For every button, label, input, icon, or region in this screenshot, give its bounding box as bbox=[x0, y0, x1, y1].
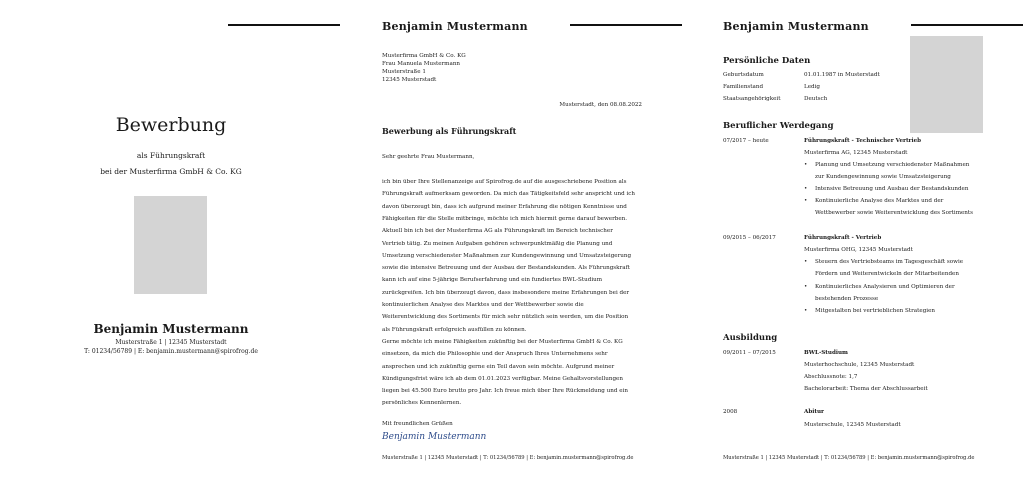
cv-footer: Musterstraße 1 | 12345 Musterstadt | T: 01234/56789 | E: benjamin.mustermann@spirofrog.de bbox=[723, 455, 975, 461]
recipient-line: Musterstraße 1 bbox=[382, 69, 426, 75]
job-company: Musterfirma AG, 12345 Musterstadt bbox=[804, 150, 908, 156]
job-bullet-cont: bestehenden Prozesse bbox=[815, 296, 879, 302]
letter-body-line: Kündigungsfrist wäre ich ab dem 01.01.2023 verfügbar. Meine Gehaltsvorstellungen bbox=[382, 375, 623, 382]
cover-page bbox=[0, 0, 342, 482]
letter-body-line: sowie die intensive Betreuung und der Ausbau der Bestandskunden. Als Führungskraft bbox=[382, 265, 630, 272]
job-bullet-cont: Wettbewerber sowie Weiterentwicklung des Sortiments bbox=[815, 210, 974, 216]
letter-body-line: Vertrieb tätig. Zu meinen Aufgaben gehören schwerpunktmäßig die Planung und bbox=[382, 240, 613, 247]
letter-body-line: als Führungskraft erfolgreich ausfüllen zu können. bbox=[382, 326, 527, 333]
top-rule bbox=[911, 24, 1023, 26]
section-education: Ausbildung bbox=[723, 333, 778, 343]
cover-name: Benjamin Mustermann bbox=[93, 322, 249, 336]
letter-body-line: ansprechen und ich zukünftig gerne ein Teil davon sein möchte. Aufgrund meiner bbox=[382, 363, 615, 370]
photo-placeholder bbox=[134, 196, 207, 294]
cover-title: Bewerbung bbox=[115, 114, 227, 136]
cover-contact: T: 01234/56789 | E: benjamin.mustermann@spirofrog.de bbox=[84, 348, 258, 355]
recipient-line: 12345 Musterstadt bbox=[382, 77, 437, 83]
edu-school: Musterschule, 12345 Musterstadt bbox=[804, 422, 901, 428]
closing: Mit freundlichen Grüßen bbox=[382, 421, 453, 427]
recipient-line: Frau Manuela Mustermann bbox=[382, 61, 461, 67]
job-title: Führungskraft - Technischer Vertrieb bbox=[804, 138, 922, 144]
signature: Benjamin Mustermann bbox=[382, 432, 487, 442]
letter-body-line: Fähigkeiten für die Stelle mitbringe, möchte ich mich hiermit gerne darauf bewerben. bbox=[382, 215, 628, 222]
cover-subtitle-company: bei der Musterfirma GmbH & Co. KG bbox=[100, 167, 242, 176]
job-bullet-cont: Fördern und Weiterentwickeln der Mitarbeitenden bbox=[815, 271, 959, 277]
letter-body-line: kontinuierlichen Analyse des Marktes und der Wettbewerber sowie die bbox=[382, 302, 584, 308]
date-line: Musterstadt, den 08.08.2022 bbox=[559, 102, 642, 108]
recipient-line: Musterfirma GmbH & Co. KG bbox=[382, 53, 466, 59]
letter-body-line: kann ich auf eine 5-jährige Berufserfahrung und ein fundiertes BWL-Studium bbox=[382, 277, 603, 284]
job-period: 09/2015 – 06/2017 bbox=[723, 235, 776, 241]
job-bullet: • Mitgestalten bei vertrieblichen Strategien bbox=[815, 308, 935, 314]
personal-label: Staatsangehörigkeit bbox=[723, 96, 781, 102]
top-rule bbox=[570, 24, 682, 26]
personal-label: Familienstand bbox=[723, 84, 764, 90]
letter-body-line: liegen bei 45.500 Euro brutto pro Jahr. Ich freue mich über Ihre Rückmeldung und ein bbox=[382, 388, 628, 395]
section-personal: Persönliche Daten bbox=[723, 56, 811, 66]
section-career: Beruflicher Werdegang bbox=[723, 121, 834, 131]
job-period: 07/2017 – heute bbox=[723, 138, 769, 144]
letter-body-line: einsetzen, da mich die Philosophie und der Anspruch Ihres Unternehmens sehr bbox=[382, 351, 608, 358]
letter-body-line: Gerne möchte ich meine Fähigkeiten zukünftig bei der Musterfirma GmbH & Co. KG bbox=[382, 338, 623, 345]
job-title: Führungskraft - Vertrieb bbox=[804, 235, 882, 241]
edu-thesis: Bachelorarbeit: Thema der Abschlussarbeit bbox=[804, 386, 928, 392]
letter-body-line: Umsetzung verschiedenster Maßnahmen zur Kundengewinnung und Umsatzsteigerung bbox=[382, 252, 632, 259]
cover-subtitle-role: als Führungskraft bbox=[136, 151, 206, 160]
cv-page bbox=[683, 0, 1024, 482]
letter-body-line: persönliches Kennenlernen. bbox=[382, 400, 462, 407]
personal-label: Geburtsdatum bbox=[723, 72, 764, 78]
job-bullet: • Kontinuierliche Analyse des Marktes und der bbox=[815, 198, 943, 204]
letter-header-name: Benjamin Mustermann bbox=[382, 20, 528, 33]
salutation: Sehr geehrte Frau Mustermann, bbox=[382, 154, 475, 160]
letter-body-line: davon überzeugt bin, dass ich aufgrund meiner Erfahrung die nötigen Kenntnisse und bbox=[382, 203, 627, 210]
letter-body-line: zurückgreifen. Ich bin überzeugt davon, dass insbesondere meine Erfahrungen bei der bbox=[382, 289, 630, 296]
edu-period: 2008 bbox=[723, 409, 738, 415]
cover-letter-page bbox=[342, 0, 683, 482]
letter-footer: Musterstraße 1 | 12345 Musterstadt | T: 01234/56789 | E: benjamin.mustermann@spirofrog.de bbox=[382, 455, 634, 461]
personal-value: Ledig bbox=[804, 84, 820, 90]
job-bullet: • Intensive Betreuung und Ausbau der Bestandskunden bbox=[815, 186, 968, 192]
letter-subject: Bewerbung als Führungskraft bbox=[382, 126, 517, 136]
top-rule bbox=[228, 24, 340, 26]
letter-body-line: Weiterentwicklung des Sortiments für mich sehr nützlich sein werden, um die Position bbox=[382, 314, 629, 321]
cv-header-name: Benjamin Mustermann bbox=[723, 20, 869, 33]
edu-grade: Abschlussnote: 1,7 bbox=[804, 374, 858, 380]
letter-body-line: Führungskraft aufmerksam geworden. Da mich das Tätigkeitsfeld sehr anspricht und ich bbox=[382, 191, 636, 198]
letter-body-line: ich bin über Ihre Stellenanzeige auf Spirofrog.de auf die ausgeschriebene Position als bbox=[382, 179, 627, 185]
job-bullet: • Steuern des Vertriebsteams im Tagesgeschäft sowie bbox=[815, 259, 963, 265]
edu-period: 09/2011 – 07/2015 bbox=[723, 350, 776, 356]
job-bullet: • Planung und Umsetzung verschiedenster Maßnahmen bbox=[815, 162, 969, 168]
job-company: Musterfirma OHG, 12345 Musterstadt bbox=[804, 247, 913, 253]
job-bullet: • Kontinuierliches Analysieren und Optimieren der bbox=[815, 284, 955, 290]
job-bullet-cont: zur Kundengewinnung sowie Umsatzsteigerung bbox=[815, 174, 951, 180]
personal-value: 01.01.1987 in Musterstadt bbox=[804, 72, 880, 78]
letter-body-line: Aktuell bin ich bei der Musterfirma AG als Führungskraft im Bereich technischer bbox=[382, 228, 613, 235]
personal-value: Deutsch bbox=[804, 96, 828, 102]
edu-title: Abitur bbox=[804, 409, 824, 415]
edu-title: BWL-Studium bbox=[804, 350, 848, 356]
photo-placeholder bbox=[910, 36, 983, 133]
cover-address: Musterstraße 1 | 12345 Musterstadt bbox=[115, 339, 227, 346]
edu-school: Musterhochschule, 12345 Musterstadt bbox=[804, 362, 915, 368]
